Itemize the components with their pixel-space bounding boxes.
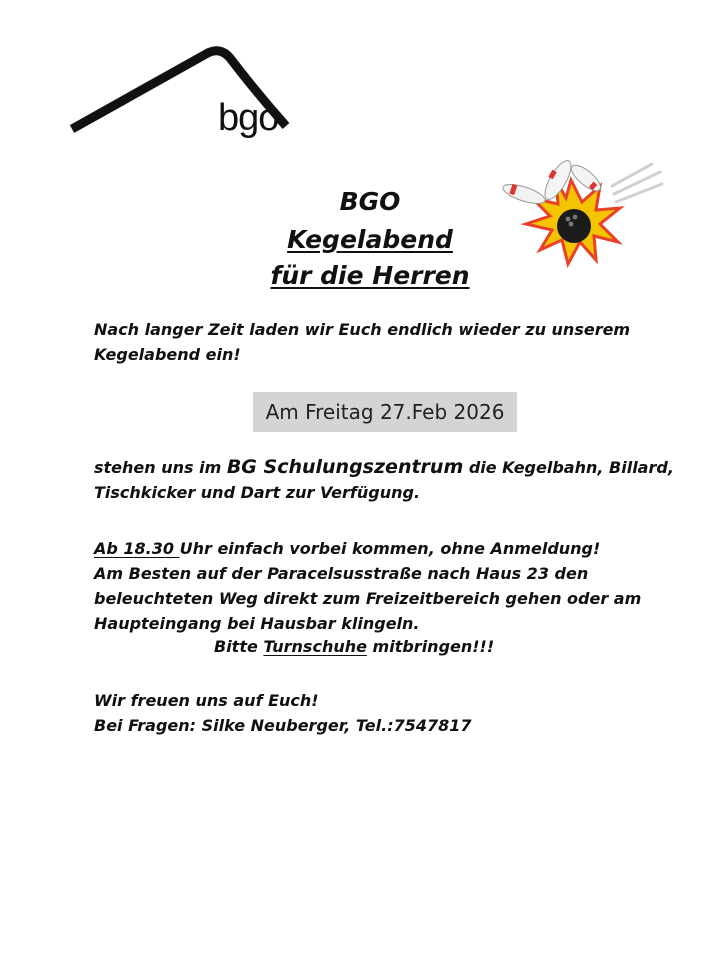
directions-line: beleuchteten Weg direkt zum Freizeitbereich gehen oder am (94, 589, 642, 608)
venue-line: Tischkicker und Dart zur Verfügung. (94, 483, 421, 502)
closing-line: Wir freuen uns auf Euch! (94, 691, 319, 710)
time-rest: Uhr einfach vorbei kommen, ohne Anmeldung! (179, 539, 601, 558)
shoes-line (214, 634, 720, 659)
start-time: Ab 18.30 (94, 539, 180, 558)
closing-paragraph (94, 688, 674, 738)
venue-place: BG Schulungszentrum (226, 456, 464, 478)
title-herren (0, 258, 720, 294)
logo-text: bgo (218, 97, 279, 139)
title-herren-text: für die Herren (270, 261, 470, 290)
time-line (94, 536, 674, 561)
venue-paragraph (94, 455, 674, 505)
venue-suffix: die Kegelbahn, Billard, (463, 458, 674, 477)
intro-paragraph (94, 317, 674, 367)
venue-line (94, 455, 674, 480)
directions-line: Haupteingang bei Hausbar klingeln. (94, 614, 420, 633)
title-bgo: BGO (339, 187, 401, 216)
venue-prefix: stehen uns im (94, 458, 227, 477)
intro-line: Nach langer Zeit laden wir Euch endlich wieder zu unserem (94, 320, 631, 339)
directions-line: Am Besten auf der Paracelsusstraße nach Haus 23 den (94, 564, 589, 583)
bgo-logo (66, 40, 306, 150)
contact-line: Bei Fragen: Silke Neuberger, Tel.:7547817 (94, 716, 472, 735)
title-kegelabend-text: Kegelabend (287, 225, 453, 254)
shoes-item: Turnschuhe (263, 637, 367, 656)
shoes-suffix: mitbringen!!! (366, 637, 495, 656)
event-date: Am Freitag 27.Feb 2026 (253, 392, 517, 432)
shoes-prefix: Bitte (214, 637, 264, 656)
intro-line: Kegelabend ein! (94, 345, 241, 364)
shoes-note (94, 634, 720, 659)
title-kegelabend (0, 222, 720, 258)
time-paragraph (94, 536, 674, 636)
